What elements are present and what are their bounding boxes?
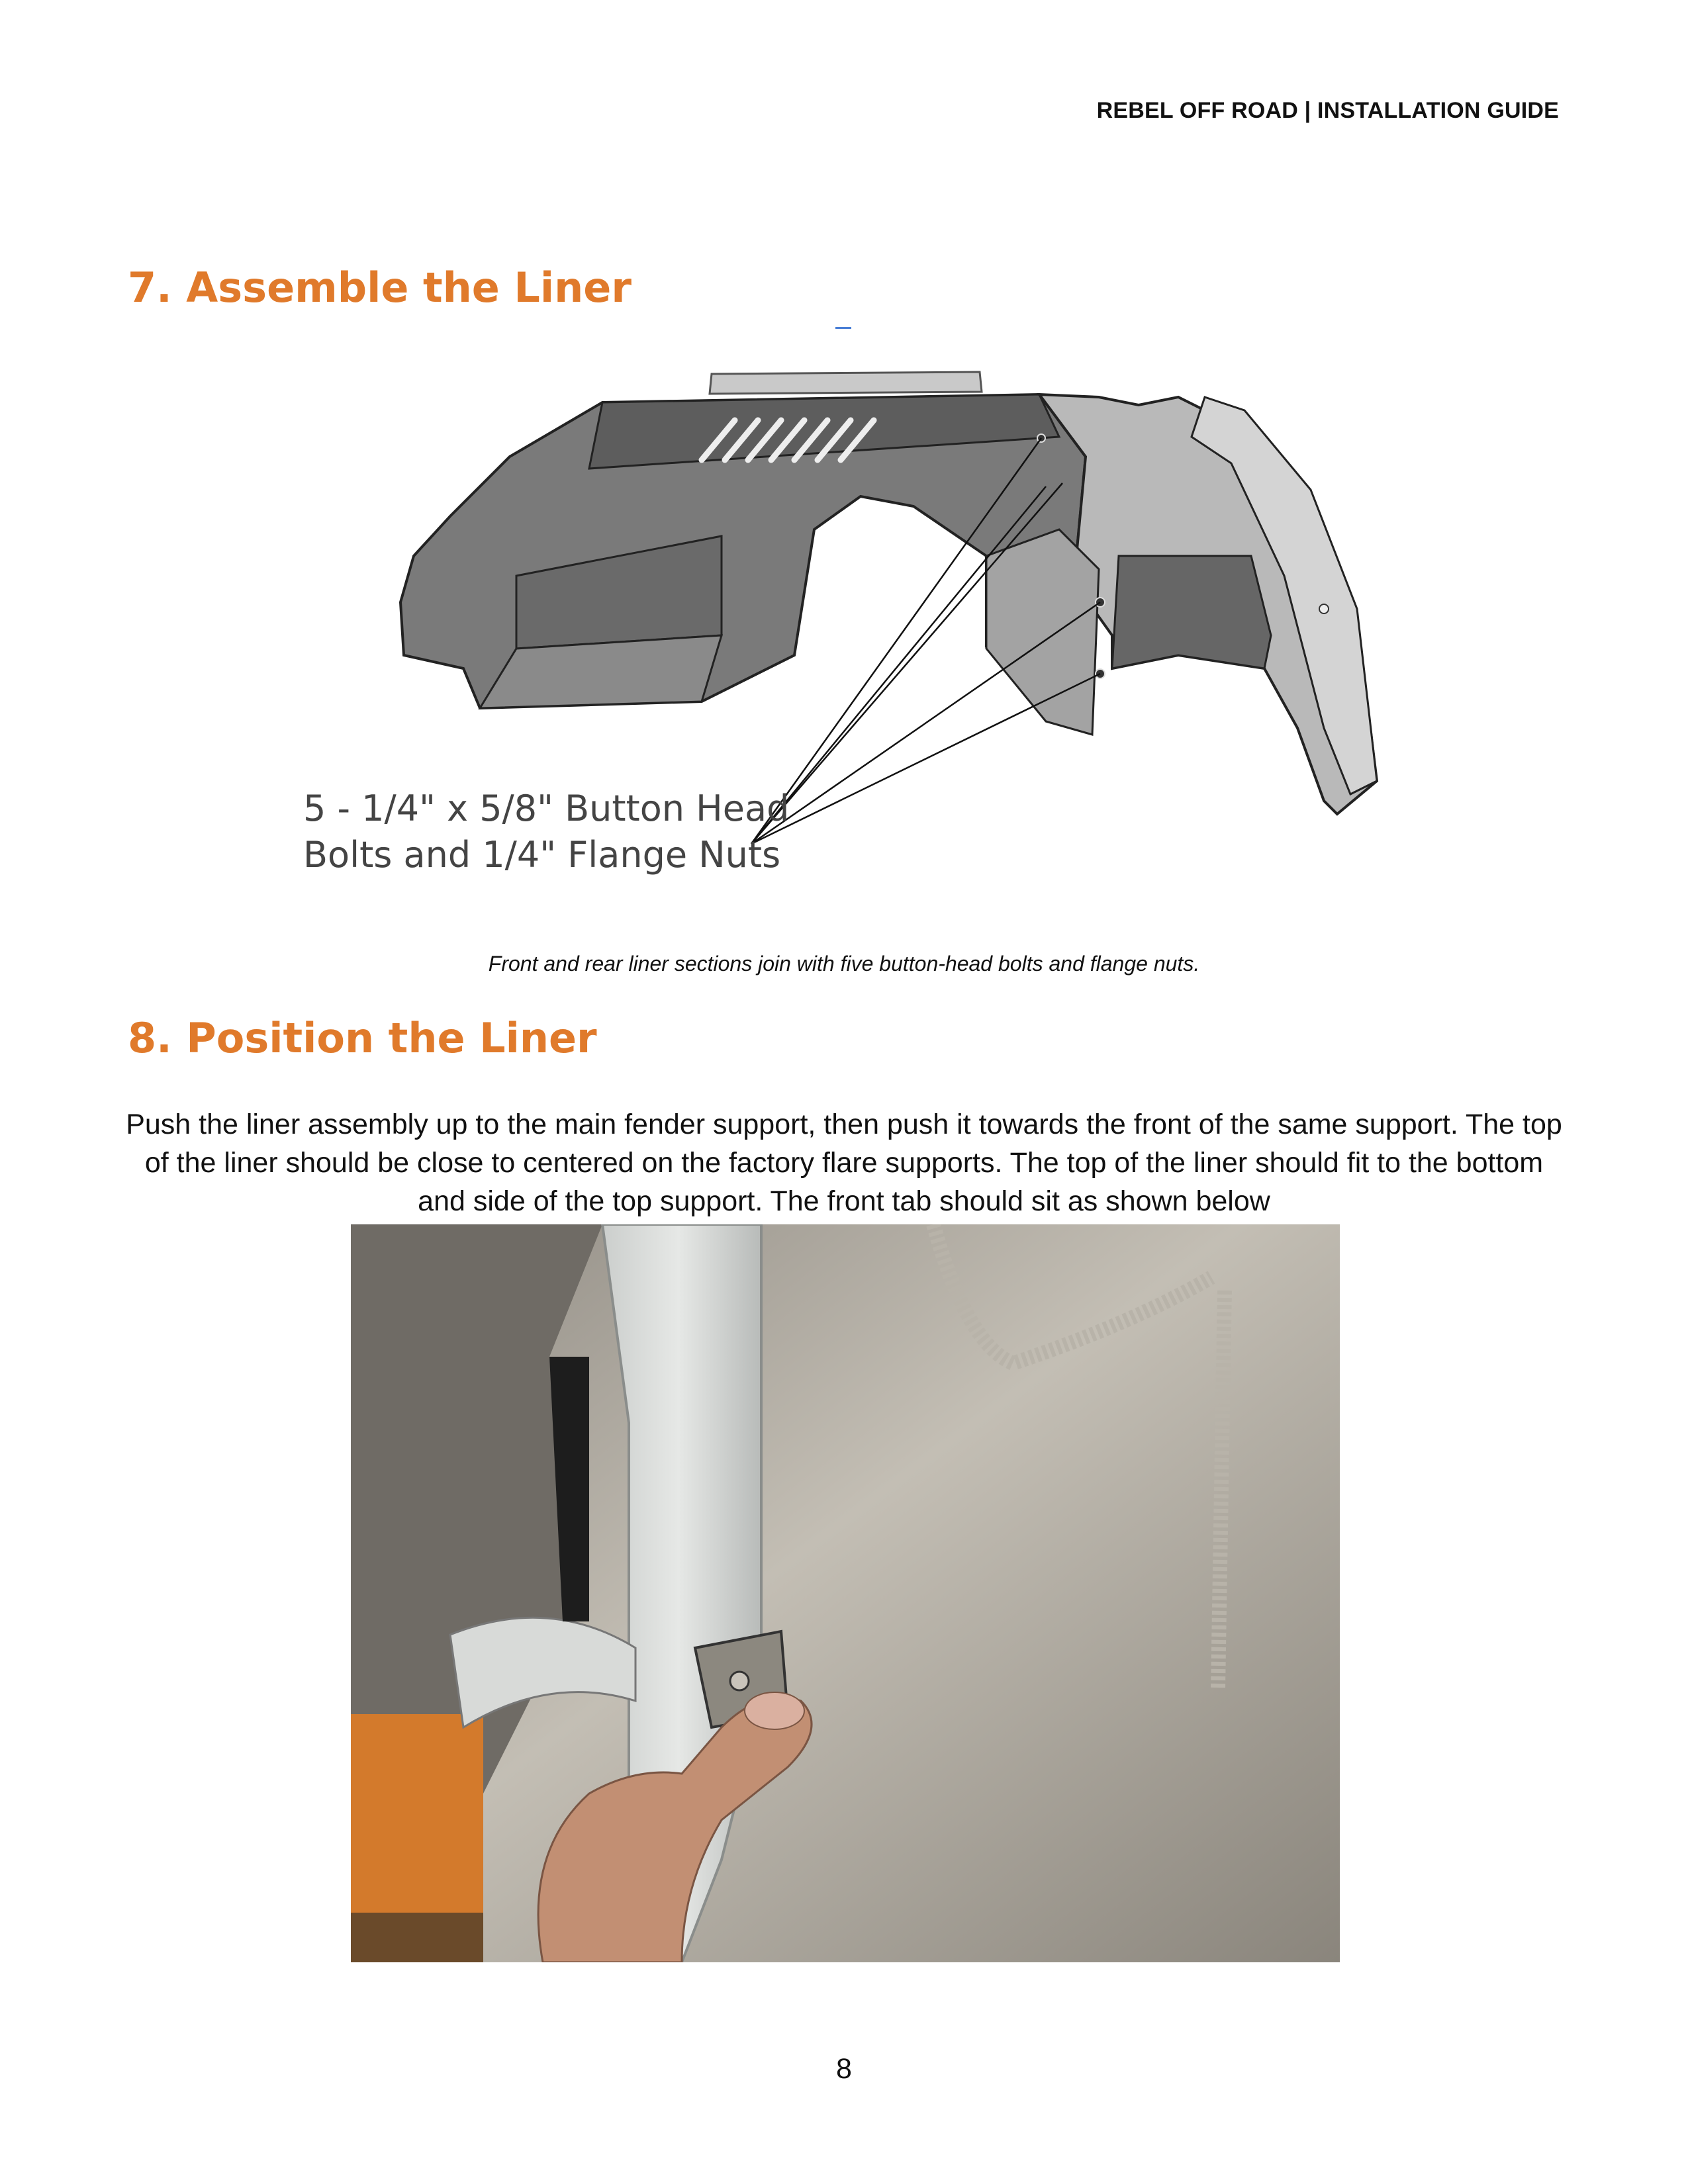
liner-joint-plate [986, 529, 1099, 735]
front-tab-photo [351, 1224, 1340, 1962]
liner-top-strip [710, 372, 982, 394]
liner-front-box [1112, 556, 1271, 668]
running-header: REBEL OFF ROAD | INSTALLATION GUIDE [1096, 98, 1559, 123]
callout-label-line-2: Bolts and 1/4" Flange Nuts [303, 834, 781, 876]
liner-assembly-diagram [291, 357, 1430, 907]
section-heading-assemble-liner: 7. Assemble the Liner [128, 263, 632, 312]
figure-caption: Front and rear liner sections join with five button-head bolts and flange nuts. [488, 952, 1200, 976]
instruction-paragraph: Push the liner assembly up to the main fender support, then push it towards the front of the same support. The top of the liner should be close to centered on the factory flare supports. The top of the liner should fit to the bottom and side of the top support. The front tab should sit as shown below [126, 1109, 1562, 1217]
callout-label-line-1: 5 - 1/4" x 5/8" Button Head [303, 788, 790, 829]
page-number: 8 [836, 2053, 852, 2085]
hyperlink-mark [835, 327, 851, 329]
photo-illustration [351, 1224, 1340, 1962]
section-heading-position-liner: 8. Position the Liner [128, 1014, 597, 1062]
